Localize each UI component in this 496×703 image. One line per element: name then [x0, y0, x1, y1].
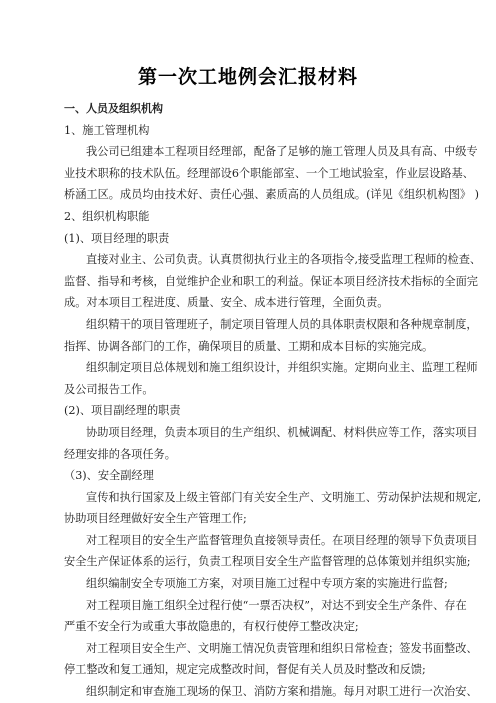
- section-heading: 一、人员及组织机构: [64, 102, 163, 115]
- text-line: 严重不安全行为或重大事故隐患的，有权行使停工整改决定;: [64, 620, 359, 634]
- document-title: 第一次工地例会汇报材料: [137, 66, 358, 88]
- text-line: (1)、项目经理的职责: [64, 231, 170, 245]
- text-line: 对工程项目的安全生产监督管理负直接领导责任。在项目经理的领导下负责项目: [86, 533, 478, 547]
- text-line: 对工程项目安全生产、文明施工情况负责管理和组织日常检查；签发书面整改、: [86, 641, 478, 655]
- text-line: (2)、项目副经理的职责: [64, 404, 181, 418]
- text-line: 安全生产保证体系的运行，负责工程项目安全生产监督管理的总体策划并组织实施;: [64, 555, 471, 569]
- text-line: 协助项目经理，负责本项目的生产组织、机械调配、材料供应等工作，落实项目: [86, 425, 478, 439]
- text-line: 指挥、协调各部门的工作，确保项目的质量、工期和成本目标的实施完成。: [64, 339, 434, 353]
- text-line: 宣传和执行国家及上级主管部门有关安全生产、文明施工、劳动保护法规和规定,: [86, 490, 482, 504]
- text-line: 我公司已组建本工程项目经理部，配备了足够的施工管理人员及具有高、中级专: [86, 145, 478, 159]
- text-line: 组织制定项目总体规划和施工组织设计，并组织实施。定期向业主、监理工程师: [86, 361, 478, 375]
- text-line: 1、施工管理机构: [64, 123, 150, 137]
- text-line: 2、组织机构职能: [64, 209, 150, 223]
- text-line: （3)、安全副经理: [64, 469, 154, 483]
- text-line: 停工整改和复工通知，规定完成整改时间，督促有关人员及时整改和反馈;: [64, 663, 426, 677]
- text-line: 协助项目经理做好安全生产管理工作;: [64, 512, 247, 526]
- text-line: 组织制定和审查施工现场的保卫、消防方案和措施。每月对职工进行一次治安、: [86, 685, 478, 699]
- text-line: 对工程项目施工组织全过程行使“一票否决权”，对达不到安全生产条件、存在: [86, 598, 467, 612]
- text-line: 监督、指导和考核，自觉维护企业和职工的利益。保证本项目经济技术指标的全面完: [64, 274, 478, 288]
- text-line: 成。对本项目工程进度、质量、安全、成本进行管理，全面负责。: [64, 296, 389, 310]
- text-line: 及公司报告工作。: [64, 382, 154, 396]
- text-line: 组织编制安全专项施工方案，对项目施工过程中专项方案的实施进行监督;: [86, 577, 448, 591]
- text-line: 经理安排的各项任务。: [64, 447, 176, 461]
- text-line: 业技术职称的技术队伍。经理部设6个职能部室、一个工地试验室，作业层设路基、: [64, 166, 474, 180]
- text-line: 桥涵工区。成员均由技术好、责任心强、素质高的人员组成。(详见《组织机构图》 ): [64, 188, 480, 202]
- document-body: [64, 98, 482, 703]
- text-line: 组织精干的项目管理班子，制定项目管理人员的具体职责权限和各种规章制度，: [86, 317, 478, 331]
- text-line: 直接对业主、公司负责。认真贯彻执行业主的各项指令,接受监理工程师的检查、: [86, 253, 482, 267]
